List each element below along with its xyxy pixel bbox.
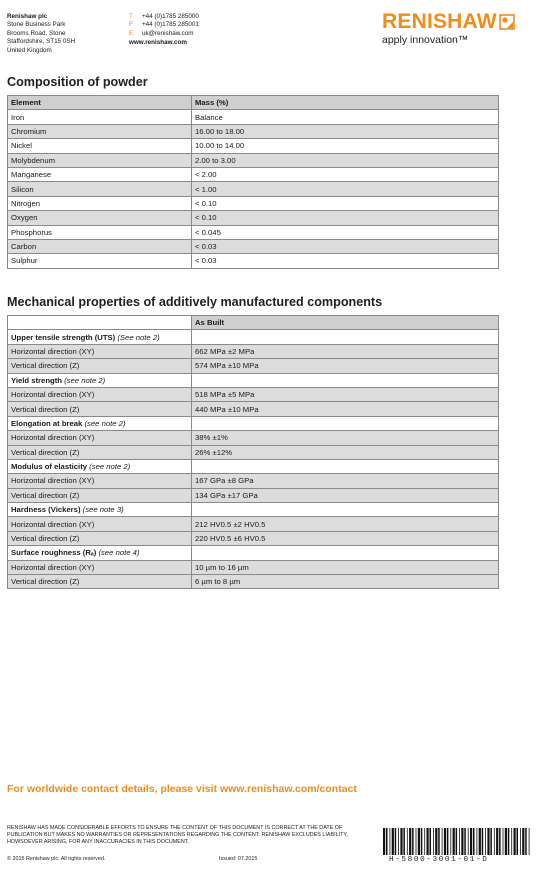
barcode-bar <box>514 828 516 855</box>
section-row <box>8 330 499 344</box>
property-name: Yield strength <box>11 375 62 385</box>
barcode-bar <box>450 828 451 855</box>
mass-cell: Balance <box>192 110 499 124</box>
barcode-icon <box>383 828 530 855</box>
address-line: Stone Business Park <box>7 21 66 29</box>
column-header: As Built <box>192 316 499 330</box>
mass-cell: < 0.045 <box>192 225 499 239</box>
element-cell: Iron <box>8 110 192 124</box>
blank-header-cell <box>8 316 192 330</box>
barcode-bar <box>433 828 434 855</box>
phone-number: +44 (0)1785 285000 <box>142 13 199 20</box>
barcode-bar <box>447 828 449 855</box>
composition-table-body <box>8 110 499 268</box>
value-cell: 38% ±1% <box>192 431 499 445</box>
direction-cell: Vertical direction (Z) <box>8 402 192 416</box>
barcode-bar <box>383 828 385 855</box>
logo-tagline: apply innovation™ <box>382 34 469 46</box>
barcode-bar <box>403 828 405 855</box>
mass-cell: < 1.00 <box>192 182 499 196</box>
table-row <box>8 254 499 268</box>
barcode-bar <box>461 828 463 855</box>
note-reference: (see note 3) <box>82 505 124 515</box>
barcode-bar <box>496 828 498 855</box>
value-cell: 26% ±12% <box>192 445 499 459</box>
barcode-bar <box>508 828 510 855</box>
barcode-bar <box>479 828 481 855</box>
barcode-bar <box>412 828 414 855</box>
empty-cell <box>192 330 499 344</box>
contact-key: E <box>129 29 134 37</box>
company-name: Renishaw plc <box>7 13 48 20</box>
table-row <box>8 402 499 416</box>
mass-cell: < 0.03 <box>192 239 499 253</box>
barcode-bar <box>386 828 388 855</box>
barcode-bar <box>517 828 519 855</box>
barcode-bar <box>430 828 432 855</box>
table-row <box>8 124 499 138</box>
direction-cell: Vertical direction (Z) <box>8 575 192 589</box>
barcode-bar <box>505 828 507 855</box>
barcode-bar <box>529 828 530 855</box>
note-reference: (see note 2) <box>89 462 131 472</box>
section-title <box>8 330 192 344</box>
barcode-bar <box>487 828 489 855</box>
barcode-bar <box>400 828 402 855</box>
element-cell: Oxygen <box>8 211 192 225</box>
empty-cell <box>192 416 499 430</box>
logo-brand-text: RENISHAW <box>382 10 497 33</box>
note-reference: (see note 2) <box>64 375 106 385</box>
table-row <box>8 196 499 210</box>
note-reference: (see note 2) <box>84 418 126 428</box>
table-row <box>8 110 499 124</box>
mass-cell: < 2.00 <box>192 167 499 181</box>
barcode-bar <box>392 828 394 855</box>
value-cell: 662 MPa ±2 MPa <box>192 344 499 358</box>
value-cell: 518 MPa ±5 MPa <box>192 387 499 401</box>
table-row <box>8 239 499 253</box>
table-row <box>8 344 499 358</box>
contact-key: T <box>129 13 133 20</box>
element-cell: Nickel <box>8 139 192 153</box>
direction-cell: Horizontal direction (XY) <box>8 560 192 574</box>
section-title <box>8 546 192 560</box>
table-row <box>8 531 499 545</box>
section-title <box>8 416 192 430</box>
value-cell: 220 HV0.5 ±6 HV0.5 <box>192 531 499 545</box>
barcode-bar <box>398 828 399 855</box>
note-reference: (See note 2) <box>117 332 160 342</box>
address-line: Brooms Road, Stone <box>7 29 66 37</box>
property-name: Elongation at break <box>11 418 83 428</box>
barcode-bar <box>511 828 512 855</box>
direction-cell: Vertical direction (Z) <box>8 445 192 459</box>
email-address[interactable]: uk@renishaw.com <box>142 29 194 37</box>
barcode-bar <box>444 828 446 855</box>
website-link[interactable]: www.renishaw.com <box>129 39 187 47</box>
property-name: Hardness (Vickers) <box>11 505 81 515</box>
direction-cell: Vertical direction (Z) <box>8 531 192 545</box>
value-cell: 574 MPa ±10 MPa <box>192 359 499 373</box>
fax-line <box>129 21 199 29</box>
section-row <box>8 503 499 517</box>
empty-cell <box>192 373 499 387</box>
barcode-bar <box>435 828 437 855</box>
barcode-bar <box>453 828 455 855</box>
property-name: Upper tensile strength (UTS) <box>11 332 116 342</box>
table-row <box>8 517 499 531</box>
barcode-bar <box>409 828 411 855</box>
barcode-bar <box>421 828 423 855</box>
direction-cell: Vertical direction (Z) <box>8 488 192 502</box>
section-title <box>8 459 192 473</box>
mass-cell: 2.00 to 3.00 <box>192 153 499 167</box>
table-row <box>8 211 499 225</box>
mechanical-table-body <box>8 330 499 589</box>
property-name: Modulus of elasticity <box>11 462 88 472</box>
mass-cell: < 0.03 <box>192 254 499 268</box>
barcode-bar <box>494 828 495 855</box>
element-cell: Chromium <box>8 124 192 138</box>
empty-cell <box>192 503 499 517</box>
element-cell: Nitrogen <box>8 196 192 210</box>
barcode-bar <box>477 828 478 855</box>
barcode-bar <box>520 828 521 855</box>
barcode-bar <box>470 828 472 855</box>
table-row <box>8 153 499 167</box>
table-row <box>8 167 499 181</box>
direction-cell: Horizontal direction (XY) <box>8 344 192 358</box>
empty-cell <box>192 459 499 473</box>
table-row <box>8 431 499 445</box>
company-address <box>7 13 75 55</box>
barcode-bar <box>395 828 397 855</box>
barcode-bar <box>390 828 391 855</box>
table-row <box>8 488 499 502</box>
direction-cell: Horizontal direction (XY) <box>8 387 192 401</box>
value-cell: 134 GPa ±17 GPa <box>192 488 499 502</box>
barcode-bar <box>482 828 484 855</box>
barcode-bar <box>456 828 458 855</box>
value-cell: 6 µm to 8 µm <box>192 575 499 589</box>
contact-key: F <box>129 21 133 29</box>
mass-cell: 10.00 to 14.00 <box>192 139 499 153</box>
table-row <box>8 575 499 589</box>
mass-cell: < 0.10 <box>192 211 499 225</box>
disclaimer: RENISHAW HAS MADE CONSIDERABLE EFFORTS TO ENSURE THE CONTENT OF THIS DOCUMENT IS CORRECT AT THE DATE OF PUBLICATION BUT MAKES NO WARRANTIES OR REPRESENTATIONS REGARDING THE CONTENT. RENISHAW EXCLUDES LIABILITY, HOWSOEVER ARISING, FOR ANY INACCURACIES IN THIS DOCUMENT. <box>7 825 348 846</box>
element-cell: Sulphur <box>8 254 192 268</box>
barcode-bar <box>525 828 527 855</box>
element-cell: Silicon <box>8 182 192 196</box>
element-cell: Manganese <box>8 167 192 181</box>
mechanical-title: Mechanical properties of additively manufactured components <box>7 295 383 309</box>
issue-date: Issued: 07.2015 <box>219 856 258 862</box>
barcode-bar <box>416 828 417 855</box>
section-row <box>8 546 499 560</box>
phone-line <box>129 13 199 21</box>
composition-title: Composition of powder <box>7 75 148 89</box>
section-row <box>8 459 499 473</box>
section-title <box>8 503 192 517</box>
address-line: Staffordshire, ST15 0SH <box>7 38 76 46</box>
column-header: Mass (%) <box>192 96 499 110</box>
value-cell: 440 MPa ±10 MPa <box>192 402 499 416</box>
fax-number: +44 (0)1785 285001 <box>142 21 199 29</box>
element-cell: Molybdenum <box>8 153 192 167</box>
address-line: United Kingdom <box>7 46 52 54</box>
barcode-bar <box>442 828 443 855</box>
value-cell: 10 µm to 16 µm <box>192 560 499 574</box>
barcode-bar <box>438 828 440 855</box>
table-row <box>8 139 499 153</box>
table-row <box>8 182 499 196</box>
part-number: H-5800-3001-01-D <box>389 856 489 864</box>
barcode-bar <box>424 828 425 855</box>
element-cell: Phosphorus <box>8 225 192 239</box>
logo-wordmark <box>382 11 532 33</box>
element-cell: Carbon <box>8 239 192 253</box>
renishaw-logo <box>382 11 532 46</box>
barcode-bar <box>464 828 466 855</box>
value-cell: 212 HV0.5 ±2 HV0.5 <box>192 517 499 531</box>
empty-cell <box>192 546 499 560</box>
barcode-bar <box>499 828 501 855</box>
barcode-bar <box>468 828 469 855</box>
note-reference: (see note 4) <box>98 548 140 558</box>
section-row <box>8 373 499 387</box>
table-row <box>8 359 499 373</box>
mass-cell: < 0.10 <box>192 196 499 210</box>
barcode-bar <box>459 828 460 855</box>
composition-table <box>7 95 499 269</box>
contact-block <box>129 13 199 48</box>
barcode-bar <box>427 828 429 855</box>
barcode-bar <box>503 828 504 855</box>
barcode-bar <box>522 828 524 855</box>
barcode-bar <box>407 828 408 855</box>
section-row <box>8 416 499 430</box>
table-row <box>8 387 499 401</box>
property-name: Surface roughness (Rₐ) <box>11 548 97 558</box>
direction-cell: Horizontal direction (XY) <box>8 517 192 531</box>
barcode-bar <box>485 828 486 855</box>
section-title <box>8 373 192 387</box>
logo-mark-icon <box>499 14 515 30</box>
table-row <box>8 474 499 488</box>
column-header: Element <box>8 96 192 110</box>
table-header-row <box>8 316 499 330</box>
barcode-bar <box>490 828 492 855</box>
barcode-bar <box>418 828 420 855</box>
table-row <box>8 445 499 459</box>
mechanical-table <box>7 315 499 589</box>
direction-cell: Vertical direction (Z) <box>8 359 192 373</box>
mass-cell: 16.00 to 18.00 <box>192 124 499 138</box>
email-line <box>129 30 199 38</box>
table-header-row <box>8 96 499 110</box>
contact-cta[interactable]: For worldwide contact details, please visit www.renishaw.com/contact <box>7 783 357 795</box>
table-row <box>8 560 499 574</box>
direction-cell: Horizontal direction (XY) <box>8 474 192 488</box>
value-cell: 167 GPa ±8 GPa <box>192 474 499 488</box>
table-row <box>8 225 499 239</box>
direction-cell: Horizontal direction (XY) <box>8 431 192 445</box>
copyright: © 2015 Renishaw plc. All rights reserved. <box>7 856 106 862</box>
barcode-bar <box>473 828 475 855</box>
